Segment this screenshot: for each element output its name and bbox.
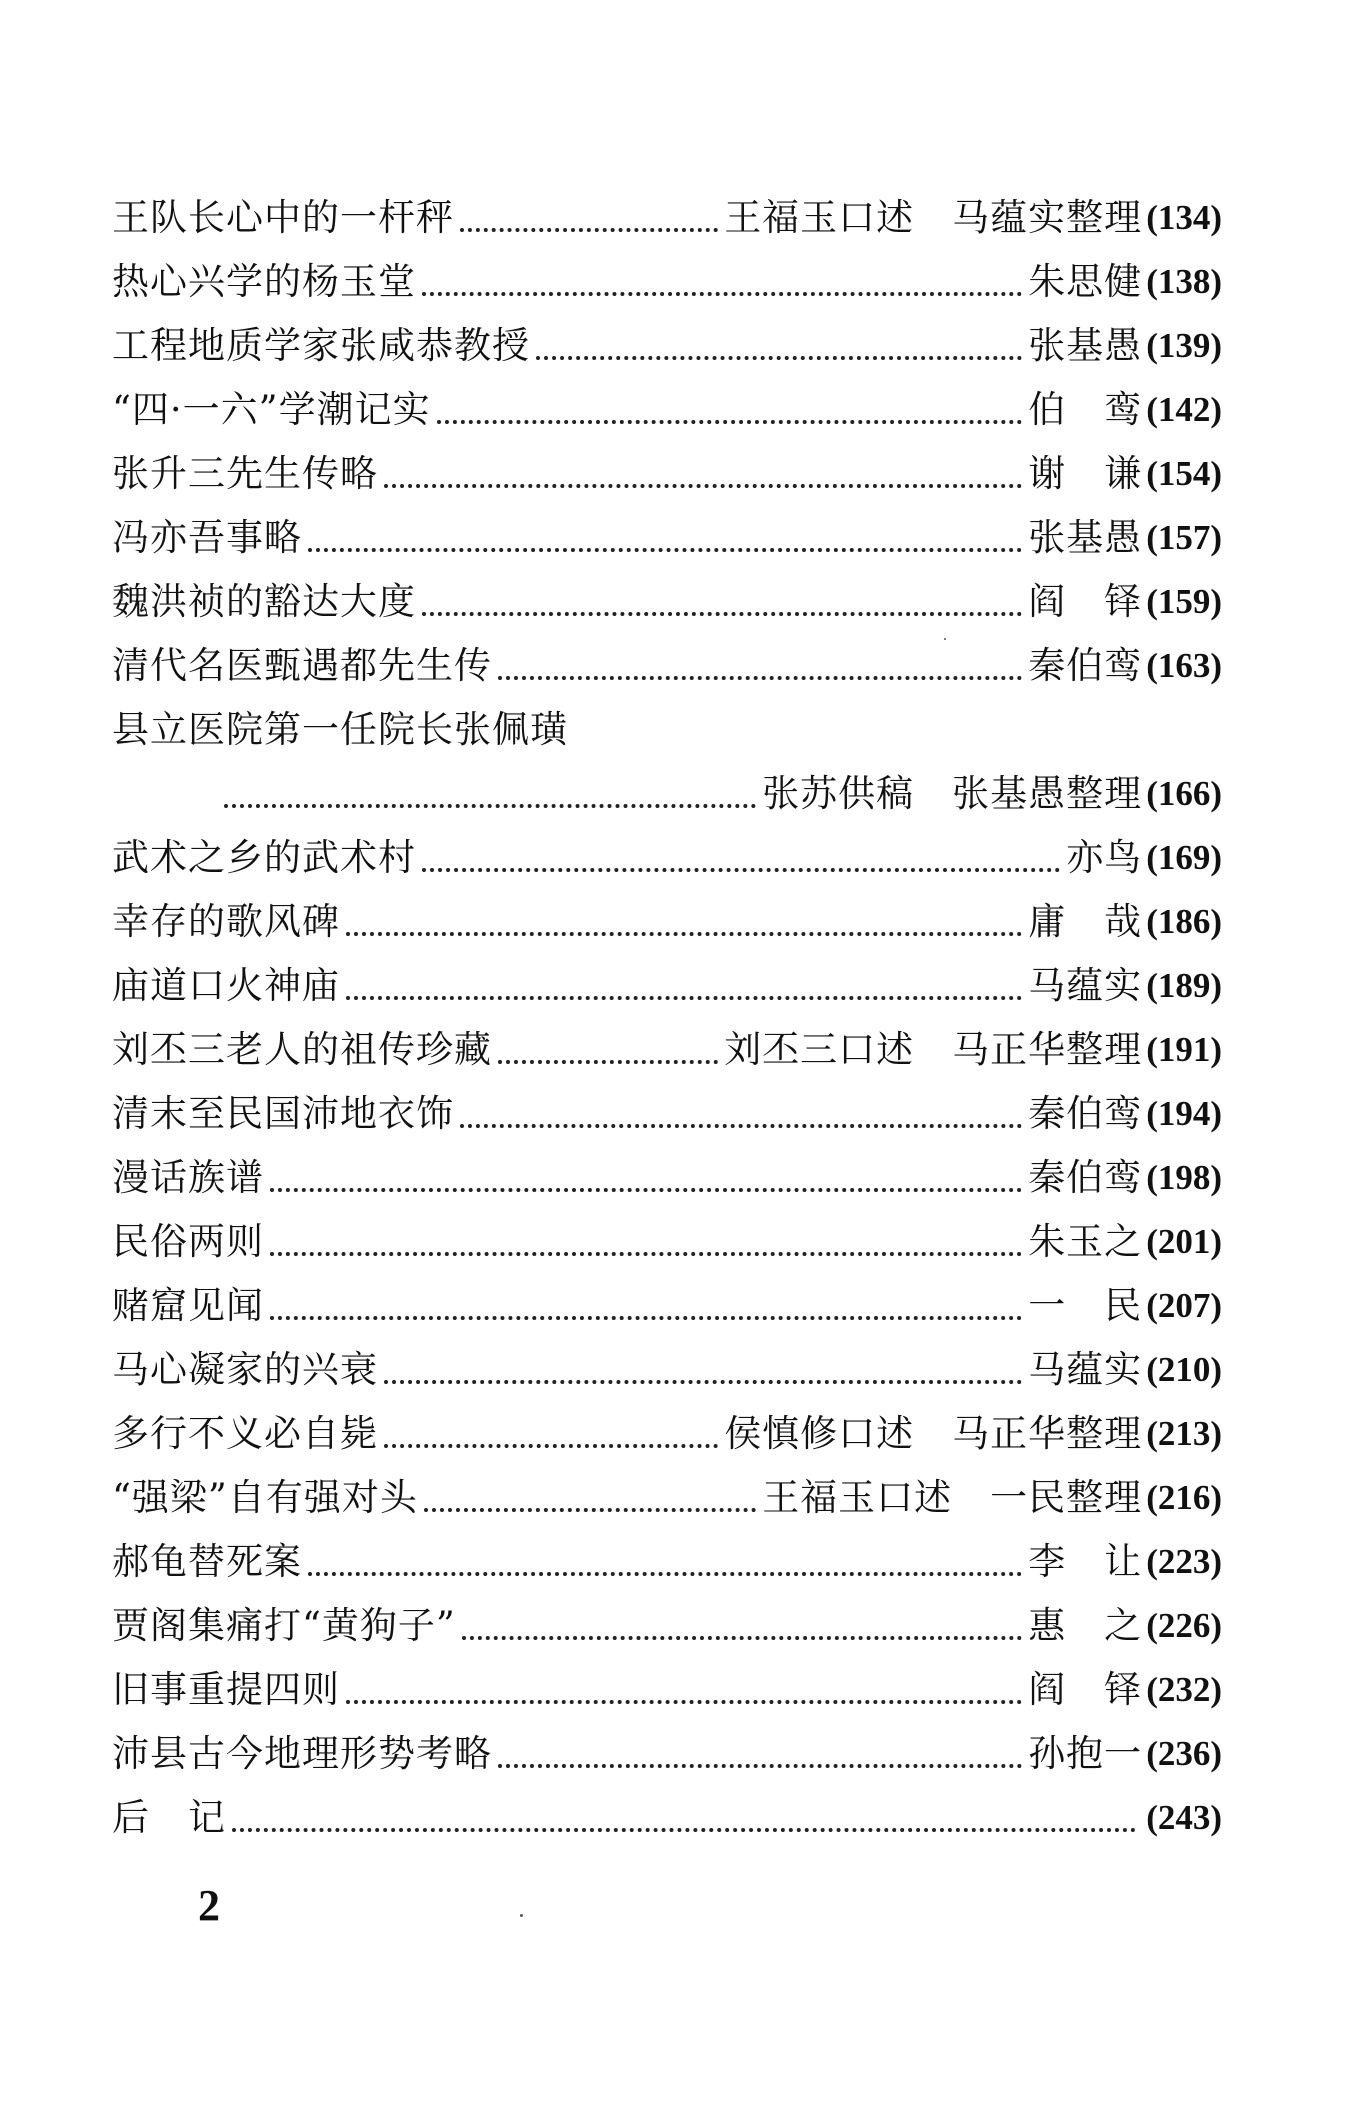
toc-entry-title: 冯亦吾事略 [112,516,302,559]
toc-entry-title: 后 记 [112,1796,226,1839]
toc-entry-author: 马蕴实 [1028,964,1143,1007]
toc-entry-title: 庙道口火神庙 [112,964,340,1007]
toc-entry-title: 王队长心中的一杆秤 [112,196,454,239]
dot-leader [422,292,1022,296]
scan-speck [520,1914,523,1917]
toc-entry-page: (142) [1146,390,1222,429]
dot-leader [384,1444,718,1448]
toc-entry [112,1402,1222,1466]
toc-entry [112,634,1222,698]
toc-entry-author: 张苏供稿 张基愚整理 [762,772,1143,815]
toc-entry-page: (157) [1146,518,1222,557]
toc-entry-continuation [112,762,1222,826]
toc-entry-page: (154) [1146,454,1222,493]
toc-entry-author: 秦伯鸾 [1028,644,1143,687]
toc-entry-title: 旧事重提四则 [112,1668,340,1711]
toc-entry-author: 亦鸟 [1066,836,1143,879]
toc-entry-author: 秦伯鸾 [1028,1092,1143,1135]
toc-entry-page: (207) [1146,1286,1222,1325]
toc-entry-page: (236) [1146,1734,1222,1773]
toc-entry [112,1722,1222,1786]
dot-leader [308,1572,1022,1576]
toc-entry [112,1530,1222,1594]
toc-entry-author: 惠 之 [1028,1604,1143,1647]
toc-entry-title: “强梁”自有强对头 [112,1476,418,1519]
toc-entry-author: 伯 鸾 [1028,388,1143,431]
toc-entry-author: 秦伯鸾 [1028,1156,1143,1199]
dot-leader [346,996,1022,1000]
toc-entry [112,442,1222,506]
toc-entry [112,1338,1222,1402]
toc-entry [112,1466,1222,1530]
toc-entry-title: 清末至民国沛地衣饰 [112,1092,454,1135]
toc-entry [112,954,1222,1018]
dot-leader [460,1124,1022,1128]
toc-entry-page: (232) [1146,1670,1222,1709]
dot-leader [270,1188,1022,1192]
toc-entry-page: (226) [1146,1606,1222,1645]
toc-entry-title: 多行不义必自毙 [112,1412,378,1455]
toc-entry [112,1786,1222,1850]
toc-entry-author: 刘丕三口述 马正华整理 [724,1028,1143,1071]
table-of-contents [112,186,1222,1850]
toc-entry-title: 清代名医甄遇都先生传 [112,644,492,687]
toc-entry-page: (210) [1146,1350,1222,1389]
dot-leader [498,1060,718,1064]
dot-leader [384,1380,1022,1384]
toc-entry-title: 张升三先生传略 [112,452,378,495]
toc-entry-title: 武术之乡的武术村 [112,836,416,879]
toc-entry [112,186,1222,250]
toc-entry-title: 马心凝家的兴衰 [112,1348,378,1391]
toc-entry-page: (169) [1146,838,1222,877]
toc-entry [112,698,1222,762]
toc-entry [112,378,1222,442]
toc-entry-page: (138) [1146,262,1222,301]
toc-entry [112,1274,1222,1338]
dot-leader [498,676,1022,680]
toc-entry-author: 孙抱一 [1028,1732,1143,1775]
toc-entry [112,1146,1222,1210]
toc-entry-title: 贾阁集痛打“黄狗子” [112,1604,456,1647]
dot-leader [384,484,1022,488]
dot-leader [422,612,1022,616]
toc-entry-page: (213) [1146,1414,1222,1453]
toc-entry-title: 工程地质学家张咸恭教授 [112,324,530,367]
toc-entry-title: 郝龟替死案 [112,1540,302,1583]
dot-leader [346,1700,1022,1704]
toc-entry-author: 李 让 [1028,1540,1143,1583]
toc-entry-author: 谢 谦 [1028,452,1143,495]
toc-entry-page: (186) [1146,902,1222,941]
toc-entry-page: (201) [1146,1222,1222,1261]
toc-entry [112,314,1222,378]
dot-leader [232,1828,1136,1832]
toc-entry [112,250,1222,314]
dot-leader [270,1252,1022,1256]
dot-leader [536,356,1022,360]
dot-leader [308,548,1022,552]
toc-entry [112,826,1222,890]
toc-entry-title: 漫话族谱 [112,1156,264,1199]
toc-entry-page: (243) [1146,1798,1222,1837]
toc-entry-title: “四·一六”学潮记实 [112,388,431,431]
toc-entry-author: 马蕴实 [1028,1348,1143,1391]
toc-entry-author: 一 民 [1028,1284,1143,1327]
toc-entry-title: 沛县古今地理形势考略 [112,1732,492,1775]
dot-leader [460,228,718,232]
toc-entry-page: (139) [1146,326,1222,365]
toc-entry-author: 朱思健 [1028,260,1143,303]
toc-entry-title: 民俗两则 [112,1220,264,1263]
toc-entry-title: 幸存的歌风碑 [112,900,340,943]
dot-leader [346,932,1022,936]
dot-leader [424,1508,756,1512]
dot-leader [224,804,756,808]
page-number: 2 [198,1881,220,1930]
dot-leader [422,868,1060,872]
toc-entry-author: 王福玉口述 马蕴实整理 [724,196,1143,239]
toc-entry-author: 朱玉之 [1028,1220,1143,1263]
toc-entry-page: (166) [1146,774,1222,813]
toc-entry-author: 张基愚 [1028,324,1143,367]
toc-entry-title: 热心兴学的杨玉堂 [112,260,416,303]
toc-entry-title: 县立医院第一任院长张佩璜 [112,708,568,751]
toc-entry-author: 阎 铎 [1028,1668,1143,1711]
toc-entry-title: 刘丕三老人的祖传珍藏 [112,1028,492,1071]
toc-entry-page: (198) [1146,1158,1222,1197]
toc-entry-page: (216) [1146,1478,1222,1517]
toc-entry [112,1082,1222,1146]
toc-entry [112,890,1222,954]
toc-entry-author: 王福玉口述 一民整理 [762,1476,1143,1519]
toc-entry [112,1658,1222,1722]
toc-entry [112,506,1222,570]
toc-entry [112,1594,1222,1658]
dot-leader [270,1316,1022,1320]
toc-entry-page: (194) [1146,1094,1222,1133]
toc-entry-author: 侯慎修口述 马正华整理 [724,1412,1143,1455]
toc-entry-page: (191) [1146,1030,1222,1069]
toc-entry-author: 阎 铎 [1028,580,1143,623]
toc-entry-author: 张基愚 [1028,516,1143,559]
toc-entry-page: (134) [1146,198,1222,237]
scan-speck [944,638,946,640]
toc-entry-page: (159) [1146,582,1222,621]
toc-entry-title: 魏洪祯的豁达大度 [112,580,416,623]
dot-leader [462,1636,1022,1640]
toc-entry [112,1018,1222,1082]
toc-entry-title: 赌窟见闻 [112,1284,264,1327]
toc-entry-author: 庸 哉 [1028,900,1143,943]
toc-entry [112,570,1222,634]
toc-entry [112,1210,1222,1274]
toc-entry-page: (163) [1146,646,1222,685]
toc-entry-page: (189) [1146,966,1222,1005]
dot-leader [437,420,1023,424]
toc-entry-page: (223) [1146,1542,1222,1581]
dot-leader [498,1764,1022,1768]
